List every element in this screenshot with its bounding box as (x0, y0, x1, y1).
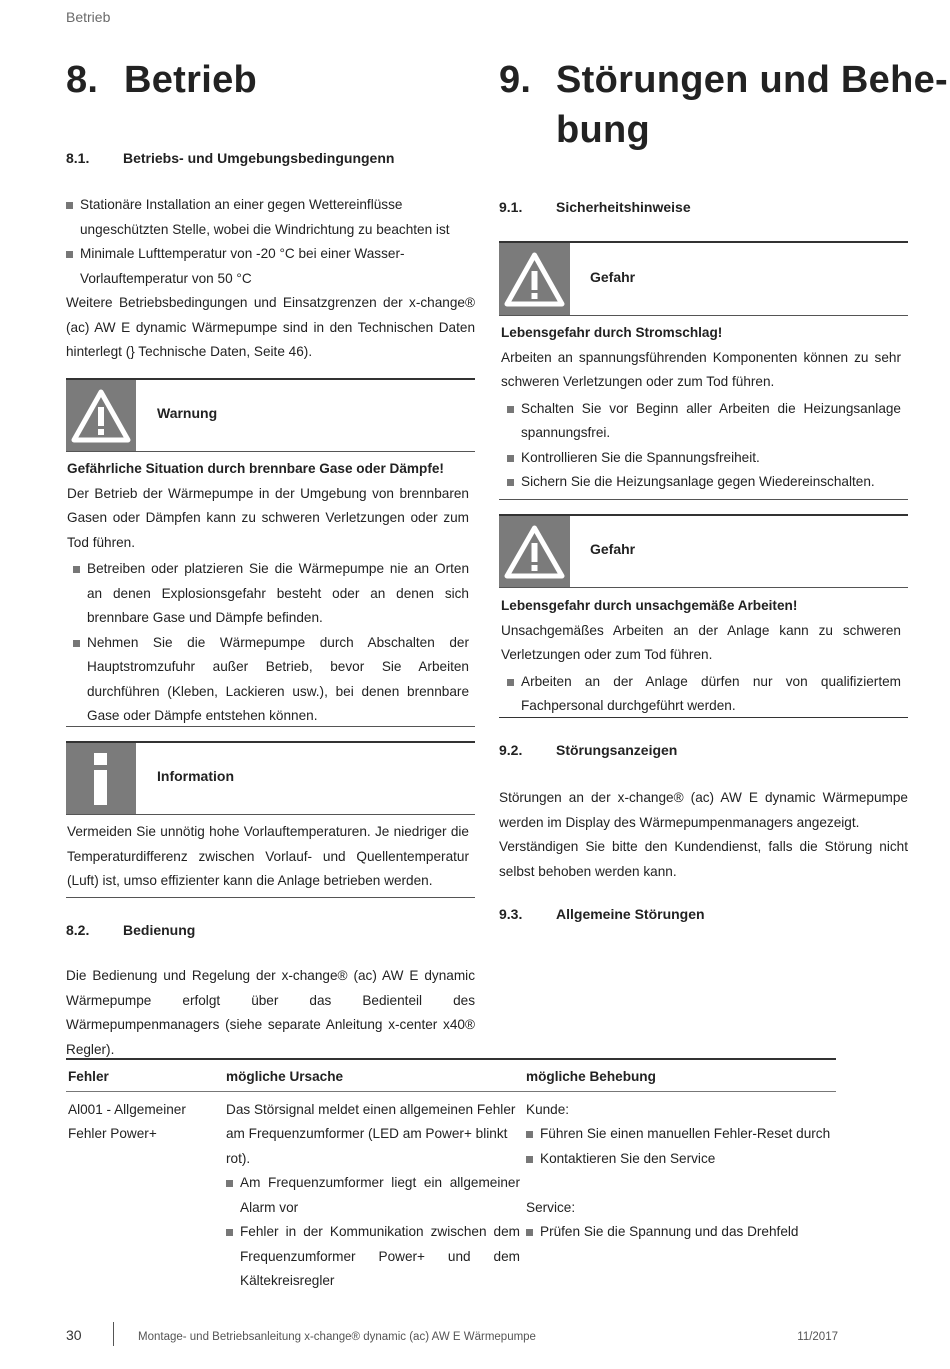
danger-1-content (501, 321, 901, 495)
paragraph: Verständigen Sie bitte den Kundendienst, falls die Störung nicht selbst behoben werden kann. (499, 839, 908, 879)
box-bottom-rule (66, 726, 475, 727)
warning-text: Der Betrieb der Wärmepumpe in der Umgebung von brennbaren Gasen oder Dämpfen kann zu schweren Verletzungen oder zum Tod führen. (67, 485, 469, 550)
box-bottom-rule (499, 499, 908, 500)
customer-bullets (526, 1122, 834, 1171)
cell-behebung (524, 1091, 836, 1294)
list-item: Minimale Lufttemperatur von -20 °C bei einer Wasser-Vorlauftemperatur von 50 °C (66, 242, 475, 291)
chapter-title-line-2: bung (556, 109, 651, 151)
page-number: 30 (66, 1327, 82, 1343)
info-i-icon (66, 743, 136, 814)
danger-bullets (507, 397, 901, 495)
footer-divider (113, 1322, 114, 1346)
section-title: Sicherheitshinweise (556, 199, 691, 215)
warning-triangle-icon (499, 516, 570, 587)
footer-date: 11/2017 (797, 1331, 838, 1343)
warning-bullets (73, 557, 469, 729)
section-title: Störungsanzeigen (556, 742, 678, 758)
bullet-list (66, 193, 475, 291)
service-label: Service: (526, 1199, 576, 1215)
danger-icon-box (499, 243, 570, 315)
section-heading-9-1 (499, 199, 899, 219)
list-item: Prüfen Sie die Spannung und das Drehfeld (526, 1220, 834, 1245)
danger-label: Gefahr (590, 269, 636, 285)
list-item: Betreiben oder platzieren Sie die Wärmepumpe nie an Orten an denen Explosionsgefahr besteht oder an denen sich brennbare Gase und Dämpfe befinden. (73, 557, 469, 631)
box-bottom-rule (499, 717, 908, 718)
section-8-2-paragraph: Die Bedienung und Regelung der x-change® (ac) AW E dynamic Wärmepumpe erfolgt über das Bedienteil des Wärmepumpenmanagers (siehe separate Anleitung x-center x40® Regler). (66, 968, 475, 1057)
danger-label: Gefahr (590, 541, 636, 557)
chapter-title-line-1: Störungen und Behe- (556, 59, 949, 101)
section-8-1-content (66, 193, 475, 365)
footer-title: Montage- und Betriebsanleitung x-change® dynamic (ac) AW E Wärmepumpe (138, 1331, 536, 1343)
warning-triangle-icon (499, 243, 570, 315)
list-item: Kontrollieren Sie die Spannungsfreiheit. (507, 446, 901, 471)
list-item: Nehmen Sie die Wärmepumpe durch Abschalten der Hauptstromzufuhr außer Betrieb, bevor Sie Arbeiten durchführen (Kleben, Lackieren usw.), bei denen brennbare Gase oder Dämpfe entstehen können. (73, 631, 469, 729)
danger-text: Unsachgemäßes Arbeiten an der Anlage kann zu schweren Verletzungen oder zum Tod führen. (501, 622, 901, 662)
section-heading-9-2 (499, 742, 899, 762)
cause-bullets (226, 1171, 522, 1294)
box-bottom-rule (66, 897, 475, 898)
section-title: Allgemeine Störungen (556, 906, 705, 922)
section-number: 9.2. (499, 742, 523, 758)
running-head: Betrieb (66, 9, 111, 25)
section-heading-8-2 (66, 922, 466, 942)
list-item: Am Frequenzumformer liegt ein allgemeiner Alarm vor (226, 1171, 520, 1220)
danger-icon-box (499, 516, 570, 587)
paragraph: Störungen an der x-change® (ac) AW E dynamic Wärmepumpe werden im Display des Wärmepumpenmanagers angezeigt. (499, 790, 908, 830)
list-item: Stationäre Installation an einer gegen Wettereinflüsse ungeschützten Stelle, wobei die Windrichtung zu beachten ist (66, 193, 475, 242)
column-header-fehler: Fehler (68, 1069, 109, 1084)
section-number: 8.2. (66, 922, 90, 938)
customer-label: Kunde: (526, 1101, 570, 1117)
section-heading-9-3 (499, 906, 899, 926)
warning-icon-box (66, 380, 136, 451)
cell-ursache (224, 1091, 524, 1294)
cause-text: Das Störsignal meldet einen allgemeinen Fehler am Frequenzumformer (LED am Power+ blinkt rot). (226, 1101, 516, 1166)
section-title: Betriebs- und Umgebungsbedingungenn (123, 150, 395, 166)
list-item: Sichern Sie die Heizungsanlage gegen Wiedereinschalten. (507, 470, 901, 495)
info-icon-box (66, 743, 136, 814)
warning-content (67, 457, 469, 729)
danger-text: Arbeiten an spannungsführenden Komponenten können zu sehr schweren Verletzungen oder zum Tod führen. (501, 349, 901, 389)
danger-bullets (507, 670, 901, 719)
chapter-number: 9. (499, 59, 532, 101)
warning-triangle-icon (66, 380, 136, 451)
danger-2-content (501, 594, 901, 719)
list-item: Schalten Sie vor Beginn aller Arbeiten die Heizungsanlage spannungsfrei. (507, 397, 901, 446)
warning-label: Warnung (157, 405, 218, 421)
section-number: 9.3. (499, 906, 523, 922)
box-rule (499, 315, 908, 316)
section-number: 8.1. (66, 150, 90, 166)
error-table (66, 1058, 836, 1294)
box-rule (66, 814, 475, 815)
column-header-ursache: mögliche Ursache (226, 1069, 344, 1084)
list-item: Arbeiten an der Anlage dürfen nur von qualifiziertem Fachpersonal durchgeführt werden. (507, 670, 901, 719)
column-header-behebung: mögliche Behebung (526, 1069, 656, 1084)
list-item: Fehler in der Kommunikation zwischen dem Frequenzumformer Power+ und dem Kältekreisregler (226, 1220, 520, 1294)
chapter-heading-9 (499, 55, 949, 155)
chapter-number: 8. (66, 59, 99, 101)
box-rule (499, 587, 908, 588)
warning-title: Gefährliche Situation durch brennbare Gase oder Dämpfe! (67, 461, 444, 476)
chapter-heading-8 (66, 55, 466, 105)
info-label: Information (157, 768, 234, 784)
paragraph: Weitere Betriebsbedingungen und Einsatzgrenzen der x-change® (ac) AW E dynamic Wärmepumpe sind in den Technischen Daten hinterlegt (} Technische Daten, Seite 46). (66, 295, 475, 359)
chapter-title: Betrieb (124, 59, 258, 101)
section-heading-8-1 (66, 150, 466, 170)
table-row (66, 1091, 836, 1294)
danger-title: Lebensgefahr durch unsachgemäße Arbeiten! (501, 598, 798, 613)
section-9-2-content (499, 786, 908, 884)
service-bullets (526, 1220, 834, 1245)
list-item: Kontaktieren Sie den Service (526, 1147, 834, 1172)
section-number: 9.1. (499, 199, 523, 215)
danger-title: Lebensgefahr durch Stromschlag! (501, 325, 723, 340)
table-header-row (66, 1059, 836, 1091)
section-title: Bedienung (123, 922, 196, 938)
box-rule (66, 451, 475, 452)
list-item: Führen Sie einen manuellen Fehler-Reset durch (526, 1122, 834, 1147)
cell-fehler: Al001 - Allgemeiner Fehler Power+ (68, 1101, 186, 1141)
info-text: Vermeiden Sie unnötig hohe Vorlauftemperaturen. Je niedriger die Temperaturdifferenz zwischen Vorlauf- und Quellentemperatur (Luft) ist, umso effizienter kann die Anlage betrieben werden. (67, 824, 469, 888)
